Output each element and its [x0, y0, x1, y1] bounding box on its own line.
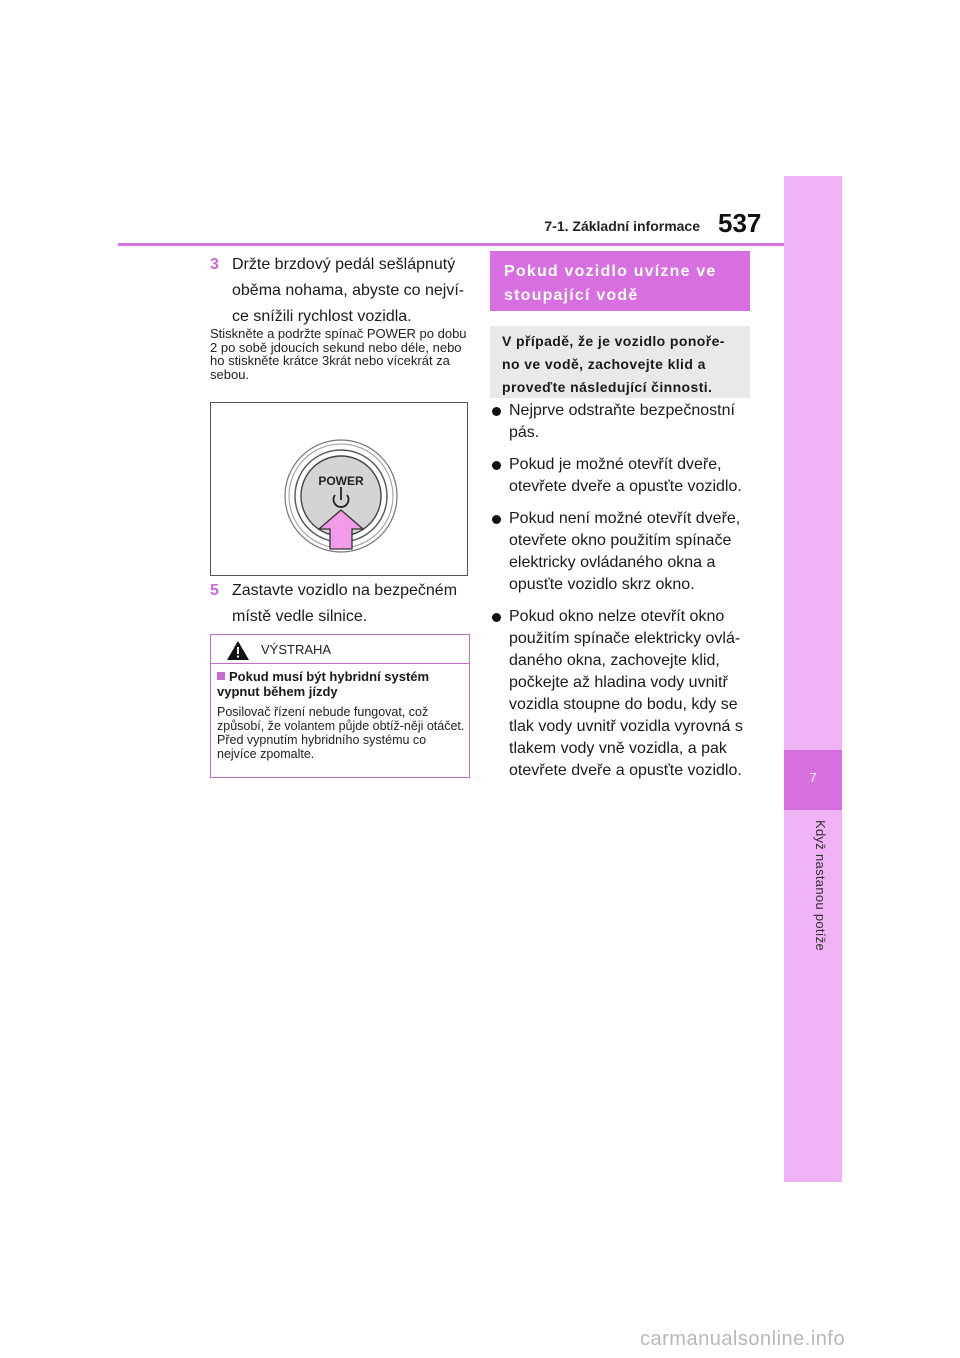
- chapter-number: 7: [809, 770, 817, 785]
- step-text: Držte brzdový pedál sešlápnutý oběma nohama, abyste co nejví-ce snížili rychlost vozidla.: [232, 256, 465, 325]
- warning-triangle-icon: [226, 640, 250, 661]
- bullet-dot-icon: [492, 461, 501, 470]
- instruction-note: Stiskněte a podržte spínač POWER po dobu 2 po sobě jdoucích sekund nebo déle, nebo ho stiskněte krátce 3krát nebo vícekrát za sebou.: [210, 326, 467, 382]
- section-banner: Pokud vozidlo uvízne ve stoupající vodě: [490, 251, 750, 311]
- page-number: 537: [718, 208, 762, 238]
- power-label: POWER: [318, 474, 364, 488]
- section-title: 7-1. Základní informace: [544, 218, 700, 234]
- warning-subtitle: Pokud musí být hybridní systém vypnut během jízdy: [217, 669, 430, 699]
- list-item: Pokud není možné otevřít dveře, otevřete okno použitím spínače elektricky ovládaného okna a opusťte vozidlo skrz okno.: [492, 508, 754, 596]
- list-item: Pokud je možné otevřít dveře, otevřete dveře a opusťte vozidlo.: [492, 454, 754, 498]
- step-5: [210, 578, 472, 630]
- chapter-side-tab: [784, 176, 842, 1182]
- step-text: Zastavte vozidlo na bezpečném místě vedle silnice.: [232, 582, 458, 625]
- bullet-dot-icon: [492, 613, 501, 622]
- header-divider: [118, 243, 784, 246]
- chapter-label: Když nastanou potíže: [813, 820, 828, 952]
- bullet-dot-icon: [492, 515, 501, 524]
- info-box: V případě, že je vozidlo ponoře-no ve vodě, zachovejte klid a proveďte následující činnosti.: [490, 326, 750, 398]
- warning-title: VÝSTRAHA: [261, 642, 332, 657]
- power-button-figure: [210, 402, 468, 576]
- bullet-list: [492, 400, 754, 792]
- square-bullet-icon: [217, 672, 225, 680]
- power-button-illustration: [211, 403, 467, 575]
- list-item: Pokud okno nelze otevřít okno použitím spínače elektricky ovlá-daného okna, zachovejte klid, počkejte až hladina vody uvnitř vozidla stoupne do bodu, kdy se tlak vody uvnitř vozidla vyrovná s tlakem vody vně vozidla, a pak otevřete dveře a opusťte vozidlo.: [492, 606, 754, 782]
- step-3: [210, 252, 472, 330]
- step-number: 5: [210, 582, 219, 599]
- list-item: Nejprve odstraňte bezpečnostní pás.: [492, 400, 754, 444]
- step-number: 3: [210, 256, 219, 273]
- warning-body: Posilovač řízení nebude fungovat, což způsobí, že volantem půjde obtíž-něji otáčet. Před vypnutím hybridního systému co nejvíce zpomalte.: [217, 705, 465, 761]
- watermark: carmanualsonline.info: [640, 1328, 846, 1350]
- bullet-dot-icon: [492, 407, 501, 416]
